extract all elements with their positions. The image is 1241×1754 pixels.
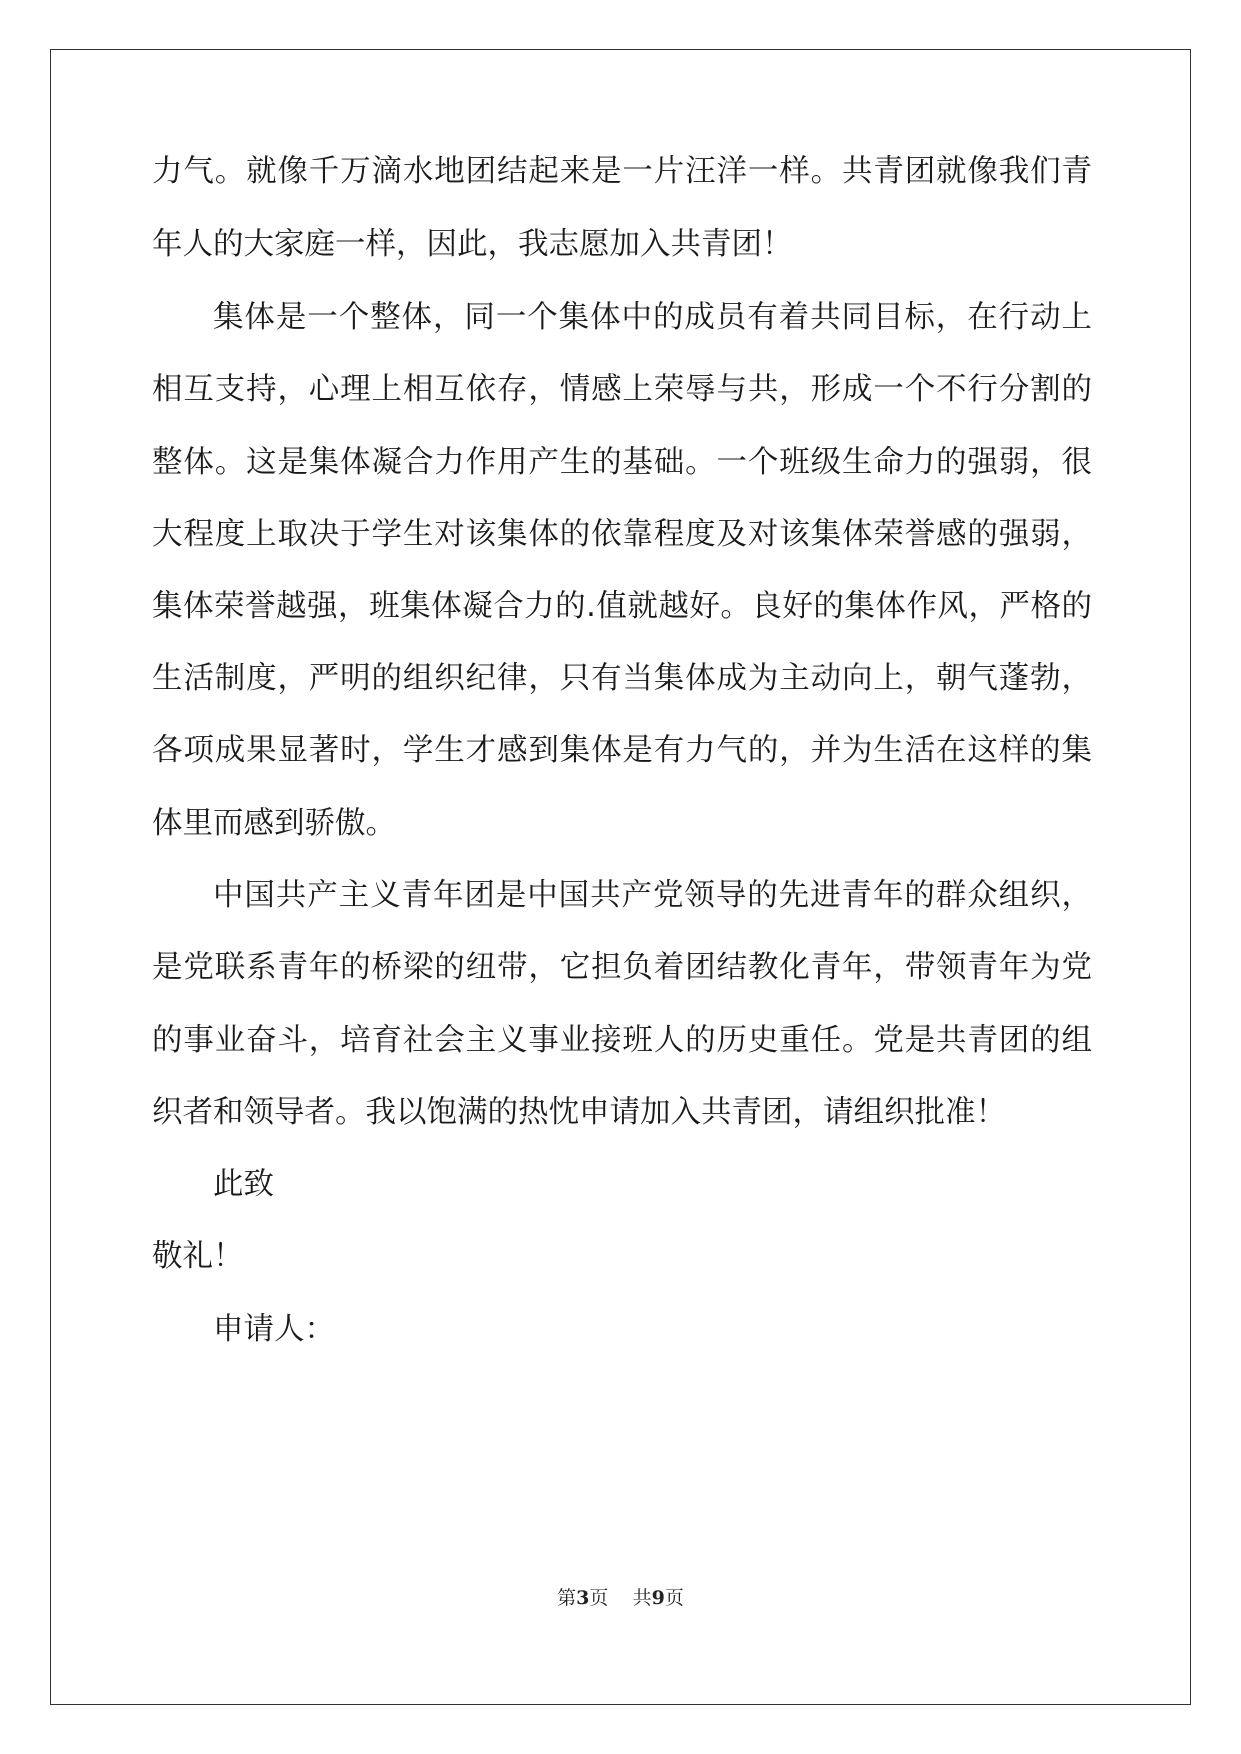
body-line: 织者和领导者。我以饱满的热忱申请加入共青团，请组织批准！ <box>152 1095 1006 1130</box>
body-line: 相互支持，心理上相互依存，情感上荣辱与共，形成一个不行分割的 <box>152 372 1092 407</box>
applicant-signature-label: 申请人： <box>213 1312 335 1347</box>
body-line: 整体。这是集体凝合力作用产生的基础。一个班级生命力的强弱，很 <box>152 445 1092 480</box>
body-line: 生活制度，严明的组织纪律，只有当集体成为主动向上，朝气蓬勃， <box>152 661 1092 696</box>
page-total-number: 9 <box>651 1587 665 1609</box>
closing-salutation: 此致 <box>213 1167 274 1202</box>
total-label-suffix: 页 <box>664 1587 684 1609</box>
page-footer <box>0 1586 1241 1610</box>
body-line: 体里而感到骄傲。 <box>152 806 396 841</box>
paragraph-start-line: 集体是一个整体，同一个集体中的成员有着共同目标，在行动上 <box>213 300 1092 335</box>
page-label-prefix: 第 <box>557 1587 577 1609</box>
body-line: 各项成果显著时，学生才感到集体是有力气的，并为生活在这样的集 <box>152 733 1092 768</box>
page-label-suffix: 页 <box>589 1587 609 1609</box>
body-line: 的事业奋斗，培育社会主义事业接班人的历史重任。党是共青团的组 <box>152 1023 1092 1058</box>
body-line: 力气。就像千万滴水地团结起来是一片汪洋一样。共青团就像我们青 <box>152 154 1092 189</box>
body-line: 集体荣誉越强，班集体凝合力的.值就越好。良好的集体作风，严格的 <box>152 589 1092 624</box>
page-current-number: 3 <box>576 1587 590 1609</box>
body-line: 大程度上取决于学生对该集体的依靠程度及对该集体荣誉感的强弱， <box>152 517 1092 552</box>
closing-regards: 敬礼！ <box>152 1239 244 1274</box>
body-line: 年人的大家庭一样，因此，我志愿加入共青团！ <box>152 227 793 262</box>
body-line: 是党联系青年的桥梁的纽带，它担负着团结教化青年，带领青年为党 <box>152 950 1092 985</box>
paragraph-start-line: 中国共产主义青年团是中国共产党领导的先进青年的群众组织， <box>213 878 1092 913</box>
total-label-prefix: 共 <box>632 1587 652 1609</box>
